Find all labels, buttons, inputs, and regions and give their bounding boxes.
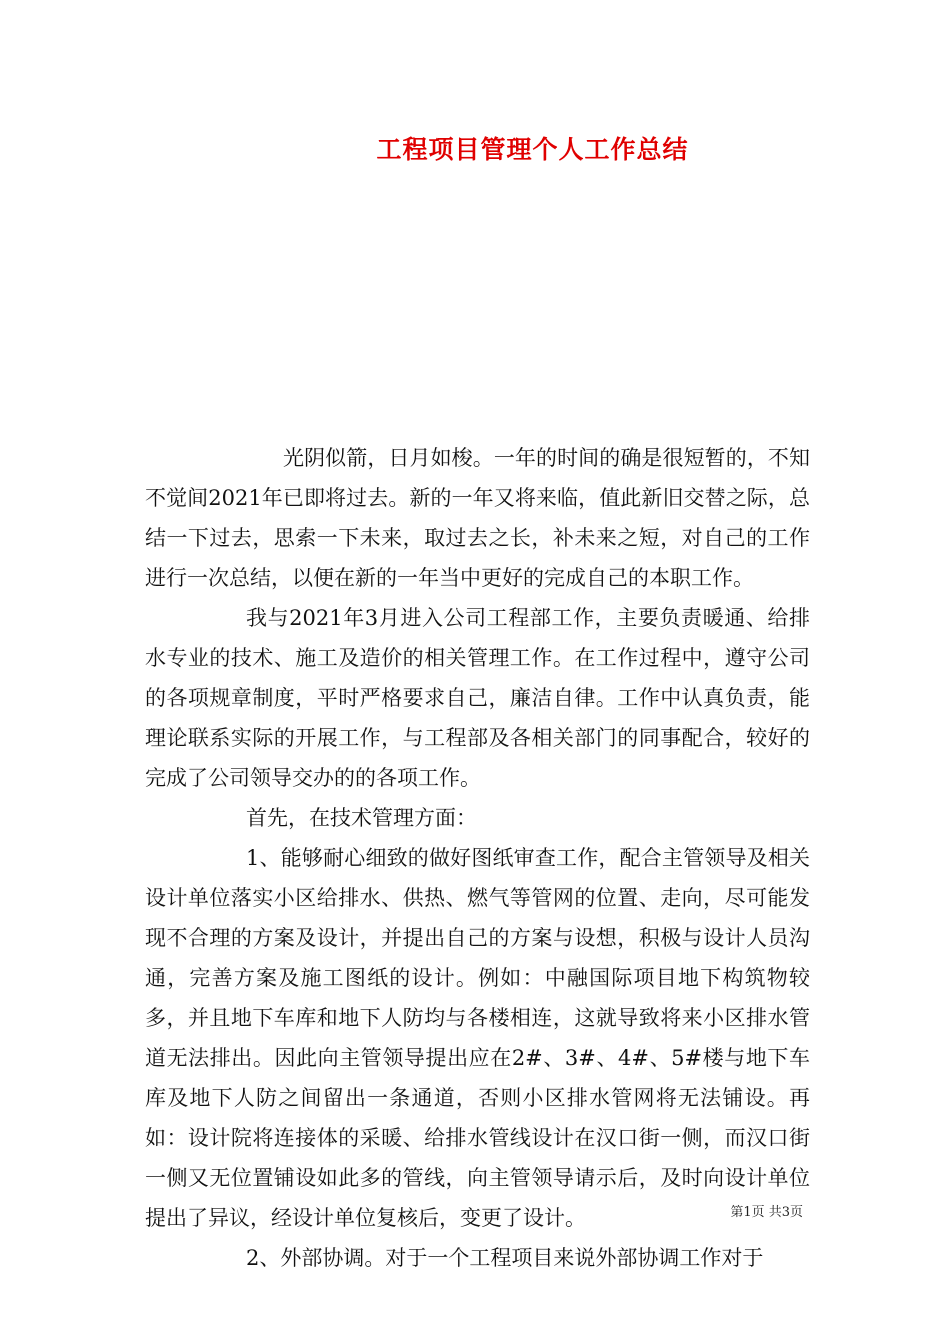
paragraph-point-1: 1、能够耐心细致的做好图纸审查工作，配合主管领导及相关设计单位落实小区给排水、供热、燃气等管网的位置、走向，尽可能发现不合理的方案及设计，并提出自己的方案与设想，积极与设计人员沟通，完善方案及施工图纸的设计。例如：中融国际项目地下构筑物较多，并且地下车库和地下人防均与各楼相连，这就导致将来小区排水管道无法排出。因此向主管领导提出应在2#、3#、4#、5#楼与地下车库及地下人防之间留出一条通道，否则小区排水管网将无法铺设。再如：设计院将连接体的采暖、给排水管线设计在汉口街一侧，而汉口街一侧又无位置铺设如此多的管线，向主管领导请示后，及时向设计单位提出了异议，经设计单位复核后，变更了设计。 xyxy=(145,846,810,1230)
page-number-footer: 第1页 共3页 xyxy=(730,1205,803,1220)
document-title: 工程项目管理个人工作总结 xyxy=(376,135,689,164)
document-body xyxy=(145,438,810,1278)
paragraph-point-2: 2、外部协调。对于一个工程项目来说外部协调工作对于 xyxy=(246,1246,764,1270)
paragraph-background: 我与2021年3月进入公司工程部工作，主要负责暖通、给排水专业的技术、施工及造价的相关管理工作。在工作过程中，遵守公司的各项规章制度，平时严格要求自己，廉洁自律。工作中认真负责，能理论联系实际的开展工作，与工程部及各相关部门的同事配合，较好的完成了公司领导交办的的各项工作。 xyxy=(145,606,810,790)
paragraph-intro: 光阴似箭，日月如梭。一年的时间的确是很短暂的，不知不觉间2021年已即将过去。新的一年又将来临，值此新旧交替之际，总结一下过去，思索一下未来，取过去之长，补未来之短，对自己的工作进行一次总结，以便在新的一年当中更好的完成自己的本职工作。 xyxy=(145,446,810,590)
paragraph-section-heading: 首先，在技术管理方面： xyxy=(246,806,477,830)
